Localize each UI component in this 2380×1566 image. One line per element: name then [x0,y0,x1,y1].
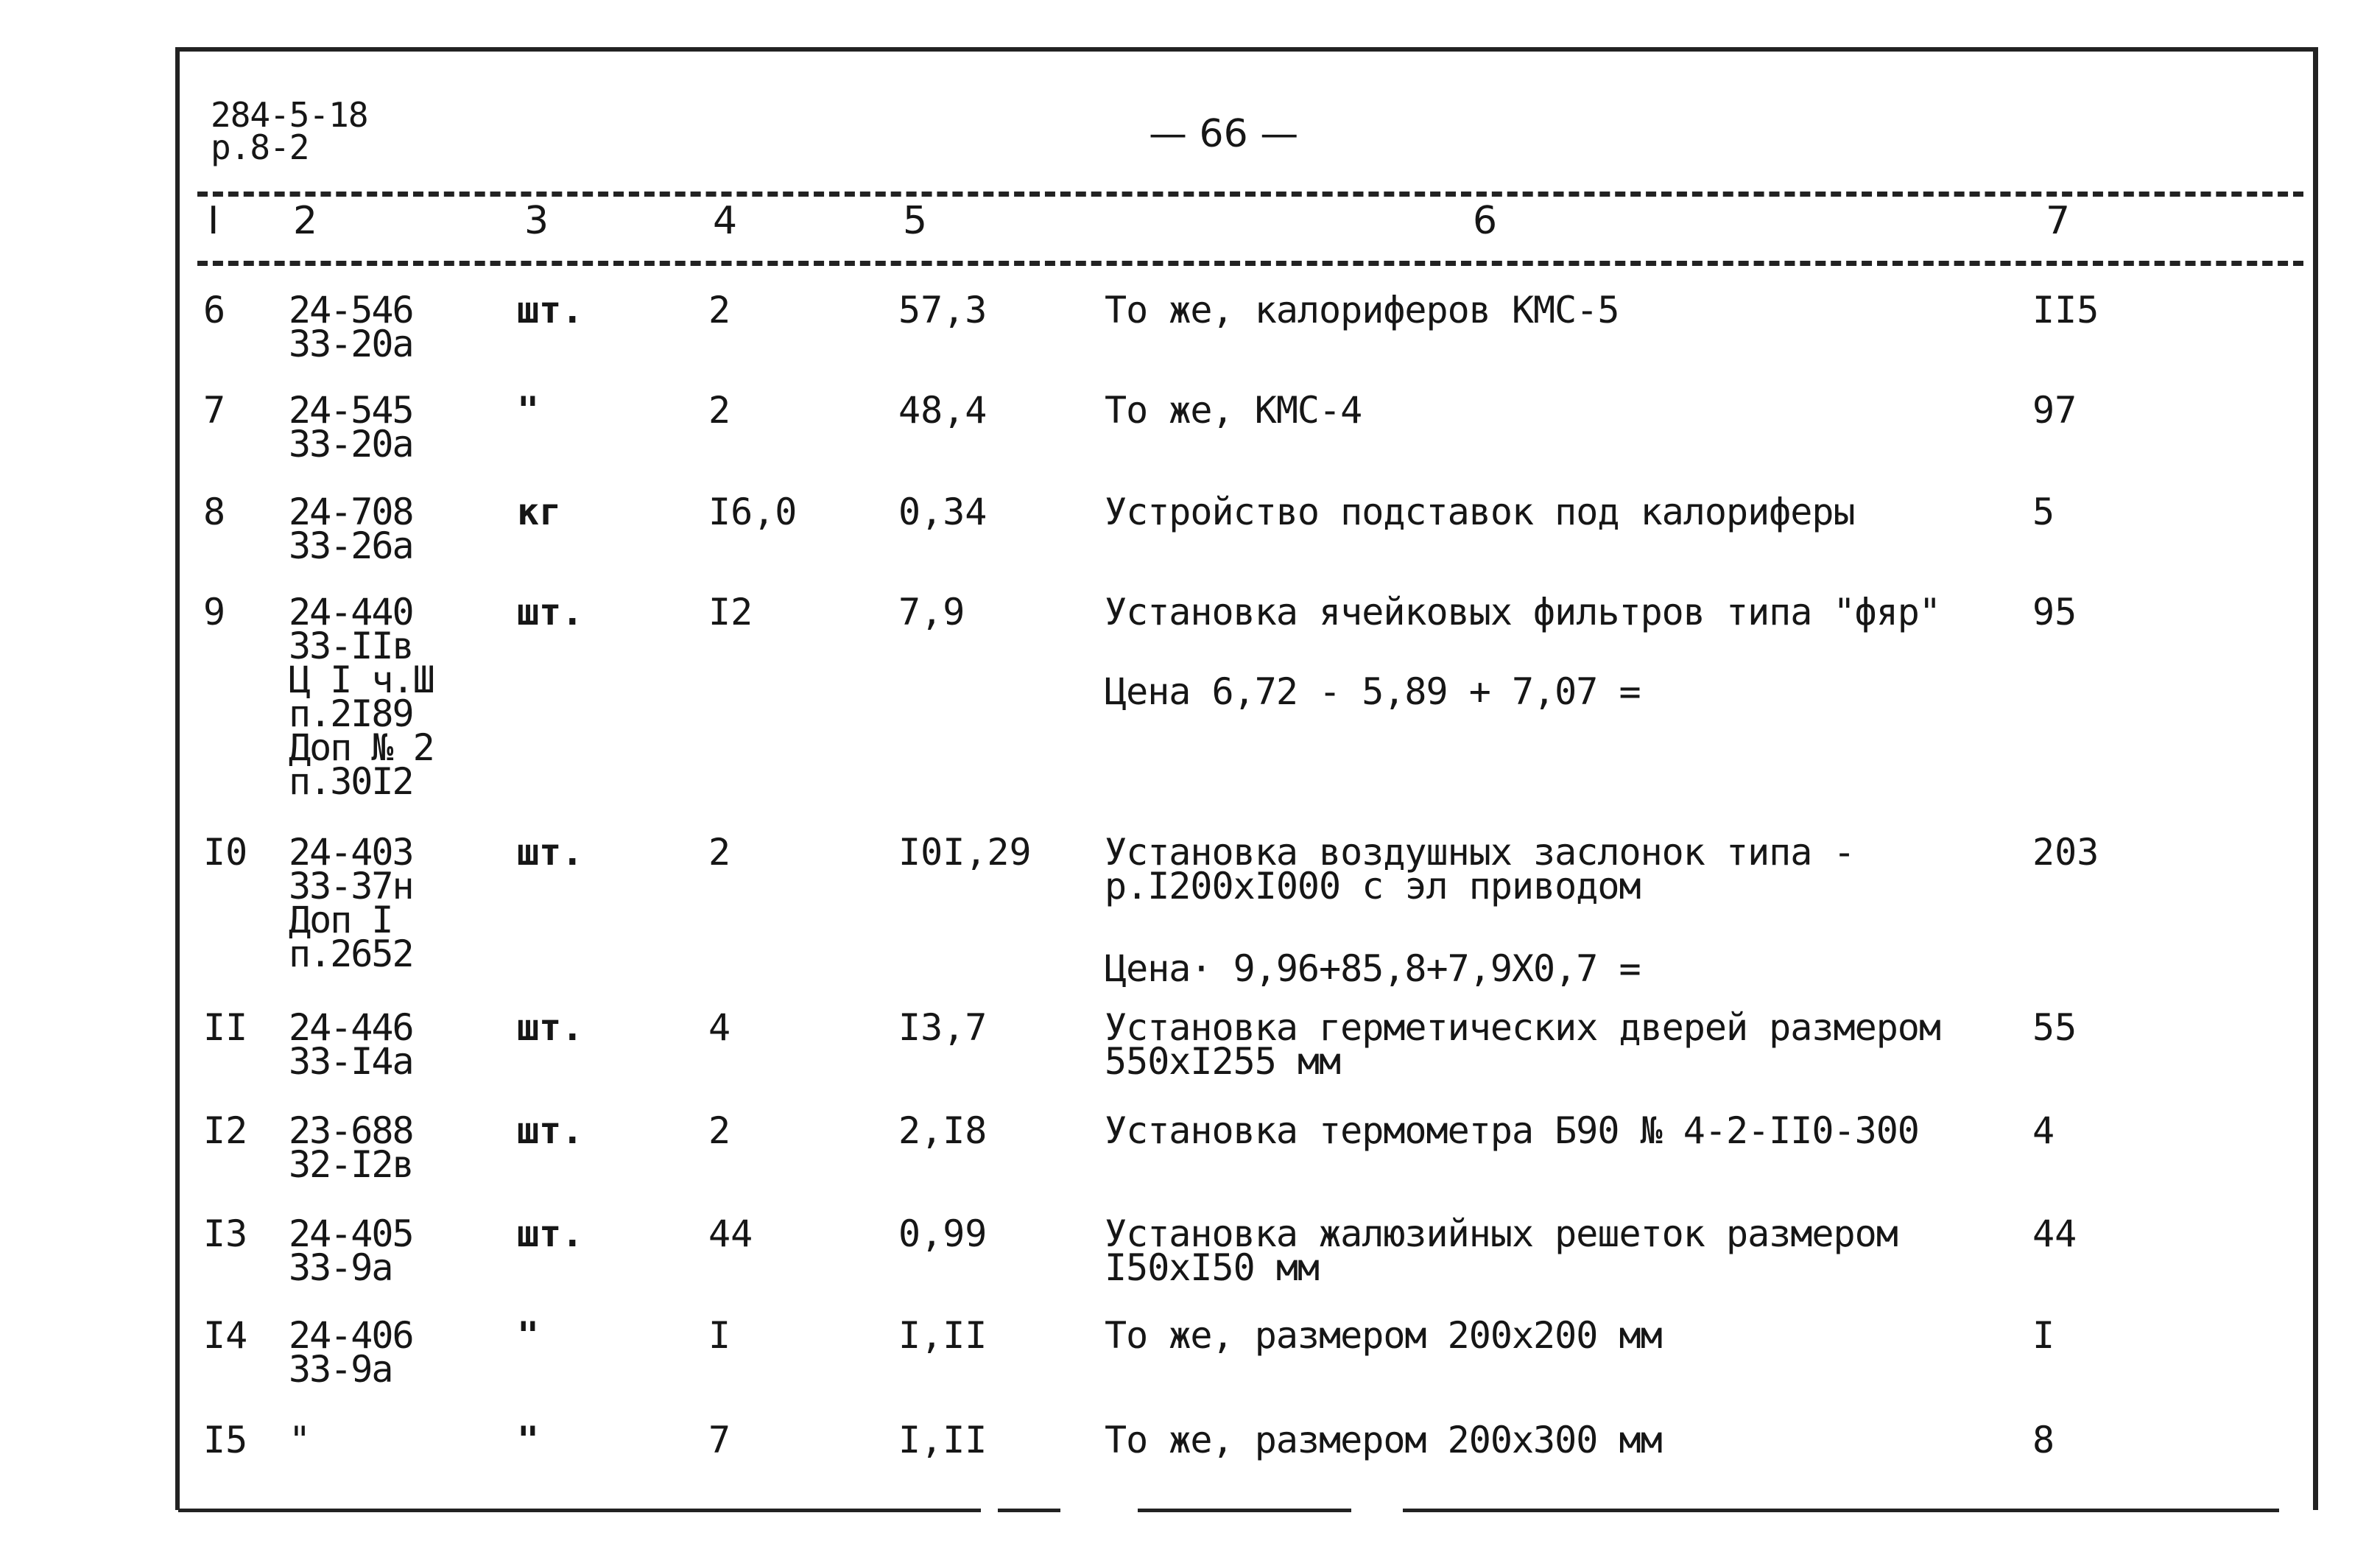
row-number: I0 [203,831,248,874]
item-code-line: 33-9а [289,1348,392,1391]
header-bottom-rule [197,261,2303,266]
description [1105,1212,1898,1289]
item-code-line: 24-405 [289,1212,413,1255]
item-code-line: 23-688 [289,1109,413,1152]
item-code-line: п.2652 [289,933,413,975]
item-code-line: 33-26а [289,524,413,567]
description-line: Установка воздушных заслонок типа - [1105,831,1855,874]
item-code-line: 33-IIв [289,625,413,667]
quantity: 2 [708,289,731,331]
item-code-line: Доп № 2 [289,726,434,769]
quantity: I2 [708,591,753,633]
item-code [289,289,413,365]
row-number: I4 [203,1314,248,1357]
unit: шт. [517,1109,584,1152]
item-code-line: 33-I4а [289,1040,413,1083]
bottom-rule [998,1509,1060,1512]
quantity: 7 [708,1419,731,1461]
description-line: То же, размером 200х200 мм [1105,1314,1662,1357]
price-formula: Цена 6,72 - 5,89 + 7,07 = [1105,670,1641,713]
item-code-line: 24-406 [289,1314,413,1357]
item-code-line: 24-440 [289,591,413,633]
unit: " [517,1419,540,1461]
item-code-line: 33-20а [289,423,413,466]
quantity: I [708,1314,731,1357]
item-code [289,1109,413,1186]
item-code [289,491,413,567]
total: 97 [2032,389,2077,432]
item-code-line: 33-9а [289,1246,392,1289]
description [1105,389,1362,432]
document-code [211,95,368,167]
page-frame [175,47,2318,1510]
quantity: I6,0 [708,491,798,533]
unit-price: 57,3 [898,289,987,331]
unit: " [517,389,540,432]
unit-price: 7,9 [898,591,965,633]
unit: шт. [517,831,584,874]
column-header-4: 4 [713,199,738,243]
item-code-line: п.2I89 [289,692,413,735]
description [1105,831,1855,907]
total: 4 [2032,1109,2055,1152]
description [1105,289,1619,331]
unit: шт. [517,1212,584,1255]
description-line: Установка жалюзийных решеток размером [1105,1212,1898,1255]
total: 8 [2032,1419,2055,1461]
description-line: То же, КМС-4 [1105,389,1362,432]
item-code-line: Доп I [289,899,392,941]
item-code [289,1212,413,1289]
unit-price: 0,99 [898,1212,987,1255]
quantity: 2 [708,831,731,874]
unit-price: I,II [898,1314,987,1357]
item-code-line: " [289,1419,310,1461]
description-line: Установка термометра Б90 № 4-2-II0-300 [1105,1109,1919,1152]
description [1105,1006,1940,1083]
quantity: 2 [708,389,731,432]
quantity: 4 [708,1006,731,1049]
column-header-7: 7 [2046,199,2071,243]
item-code-line: 24-446 [289,1006,413,1049]
total: 95 [2032,591,2077,633]
description [1105,491,1855,533]
description [1105,1419,1662,1461]
unit: шт. [517,591,584,633]
total: I [2032,1314,2055,1357]
item-code-line: 24-545 [289,389,413,432]
description-line: То же, размером 200х300 мм [1105,1419,1662,1461]
item-code-line: 32-I2в [289,1143,413,1186]
unit: кг [517,491,562,533]
unit-price: I0I,29 [898,831,1032,874]
unit-price: 2,I8 [898,1109,987,1152]
item-code [289,1006,413,1083]
total: 203 [2032,831,2099,874]
unit-price: I3,7 [898,1006,987,1049]
doc-code-line2: р.8-2 [211,127,309,167]
item-code-line: Ц I ч.Ш [289,659,434,701]
description-line: Установка ячейковых фильтров типа "фяр" [1105,591,1940,633]
item-code-line: 33-20а [289,323,413,365]
bottom-rule [178,1509,981,1512]
row-number: I3 [203,1212,248,1255]
unit: шт. [517,289,584,331]
item-code [289,1419,310,1461]
description [1105,591,1940,633]
description [1105,1314,1662,1357]
description-line: Устройство подставок под калориферы [1105,491,1855,533]
quantity: 44 [708,1212,753,1255]
item-code [289,831,413,975]
quantity: 2 [708,1109,731,1152]
doc-code-line1: 284-5-18 [211,95,368,135]
total: 44 [2032,1212,2077,1255]
unit-price: 0,34 [898,491,987,533]
column-header-2: 2 [293,199,318,243]
header-top-rule [197,192,2303,197]
page-number: — 66 — [1149,112,1299,156]
unit-price: 48,4 [898,389,987,432]
row-number: II [203,1006,248,1049]
row-number: 7 [203,389,226,432]
column-header-1: I [208,199,219,243]
column-header-6: 6 [1473,199,1498,243]
total: 5 [2032,491,2055,533]
description-line: I50хI50 мм [1105,1246,1320,1289]
bottom-rule [1138,1509,1351,1512]
column-header-5: 5 [903,199,928,243]
item-code-line: 33-37н [289,865,413,907]
row-number: I2 [203,1109,248,1152]
description-line: 550хI255 мм [1105,1040,1341,1083]
description-line: Установка герметических дверей размером [1105,1006,1940,1049]
row-number: 8 [203,491,226,533]
item-code-line: 24-708 [289,491,413,533]
item-code [289,389,413,466]
description-line: То же, калориферов КМС-5 [1105,289,1619,331]
total: 55 [2032,1006,2077,1049]
unit: шт. [517,1006,584,1049]
item-code [289,1314,413,1391]
description [1105,1109,1919,1152]
item-code [289,591,434,803]
unit-price: I,II [898,1419,987,1461]
row-number: I5 [203,1419,248,1461]
column-header-3: 3 [524,199,549,243]
unit: " [517,1314,540,1357]
item-code-line: 24-546 [289,289,413,331]
row-number: 9 [203,591,226,633]
bottom-rule [1403,1509,2279,1512]
item-code-line: п.30I2 [289,760,413,803]
item-code-line: 24-403 [289,831,413,874]
price-formula: Цена· 9,96+85,8+7,9Х0,7 = [1105,947,1641,990]
row-number: 6 [203,289,226,331]
total: II5 [2032,289,2099,331]
description-line: р.I200хI000 с эл приводом [1105,865,1641,907]
